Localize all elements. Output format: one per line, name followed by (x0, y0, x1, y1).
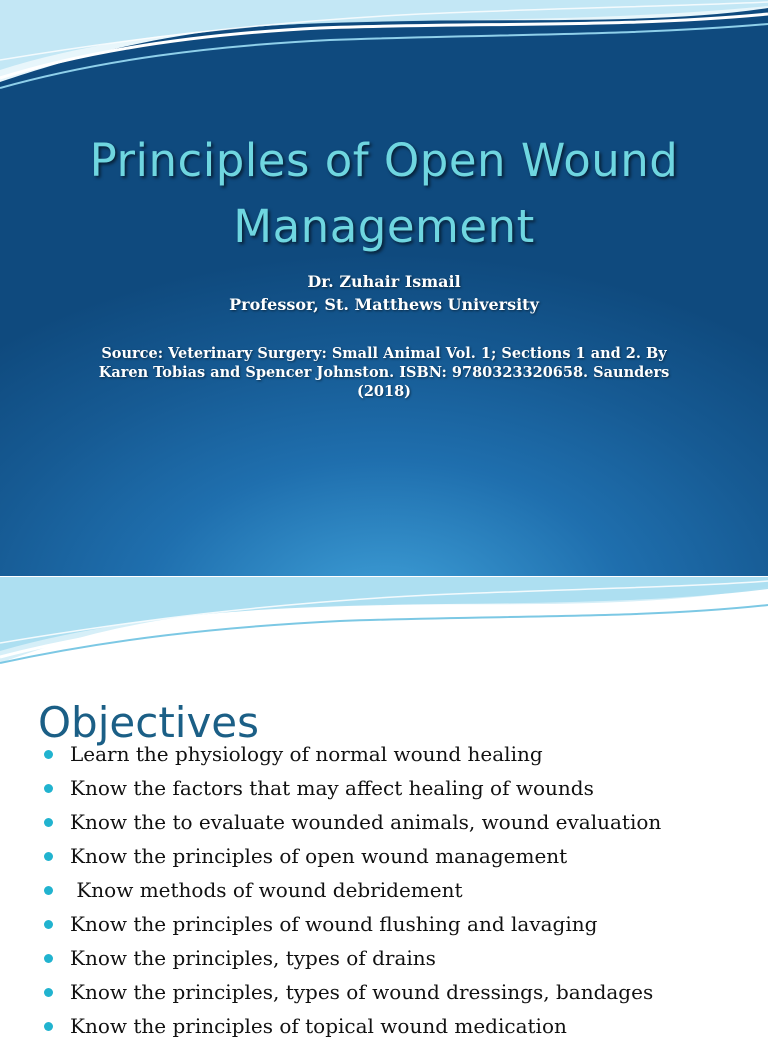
source-line: Karen Tobias and Spencer Johnston. ISBN: 9780323320658. Saunders (98, 364, 670, 381)
objectives-list (0, 737, 768, 1043)
list-item-text: Know methods of wound debridement (70, 878, 463, 902)
author-name: Dr. Zuhair Ismail (307, 272, 461, 291)
bullet-icon (44, 784, 53, 793)
bullet-icon (44, 920, 53, 929)
bullet-icon (44, 886, 53, 895)
source-citation (60, 344, 708, 401)
list-item (0, 1009, 768, 1043)
objectives-slide (0, 577, 768, 1038)
bullet-icon (44, 818, 53, 827)
slide-heading: Objectives (38, 698, 260, 748)
author-role: Professor, St. Matthews University (229, 295, 539, 314)
source-line: Source: Veterinary Surgery: Small Animal Vol. 1; Sections 1 and 2. By (101, 345, 667, 362)
list-item-text: Know the principles, types of wound dressings, bandages (70, 980, 654, 1004)
list-item (0, 975, 768, 1009)
title-line: Principles of Open Wound (89, 134, 679, 187)
list-item-text: Know the principles of wound flushing and lavaging (70, 912, 598, 936)
list-item (0, 737, 768, 771)
wave-decoration (0, 577, 768, 667)
bullet-icon (44, 852, 53, 861)
list-item-text: Know the principles, types of drains (70, 946, 436, 970)
bullet-icon (44, 988, 53, 997)
list-item-text: Know the to evaluate wounded animals, wound evaluation (70, 810, 662, 834)
list-item-text: Learn the physiology of normal wound healing (70, 742, 543, 766)
list-item-text: Know the principles of open wound management (70, 844, 568, 868)
list-item-text: Know the factors that may affect healing of wounds (70, 776, 594, 800)
bullet-icon (44, 1022, 53, 1031)
slide-title (0, 128, 768, 260)
list-item (0, 805, 768, 839)
source-line: (2018) (356, 383, 412, 400)
bullet-icon (44, 954, 53, 963)
list-item (0, 873, 768, 907)
list-item (0, 941, 768, 975)
bullet-icon (44, 750, 53, 759)
wave-decoration (0, 0, 768, 100)
list-item (0, 907, 768, 941)
list-item (0, 839, 768, 873)
list-item-text: Know the principles of topical wound medication (70, 1014, 567, 1038)
title-line: Management (233, 200, 535, 253)
list-item (0, 771, 768, 805)
